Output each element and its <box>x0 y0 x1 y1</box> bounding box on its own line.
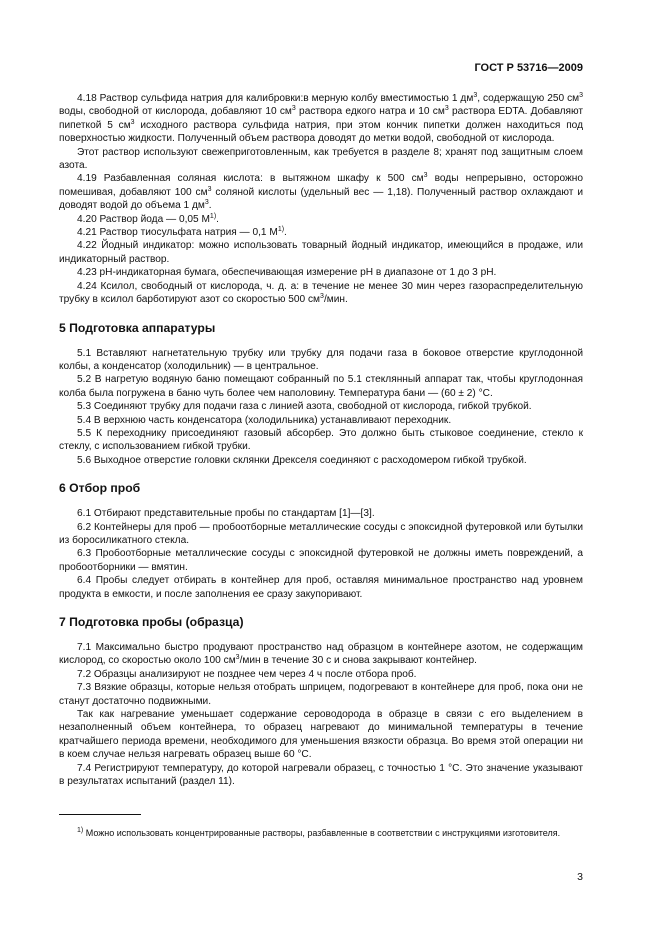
text-run: . <box>216 213 219 225</box>
text-run: 4.24 Ксилол, свободный от кислорода, ч. д. а: в течение не менее 30 мин через газораспределительную трубку в ксилол барботируют азот со скоростью 500 см <box>59 280 583 306</box>
text-run: 5.1 Вставляют нагнетательную трубку или трубку для подачи газа в боковое отверстие круглодонной колбы, а конденсатор (холодильник) — в центральное. <box>59 347 583 372</box>
paragraph <box>59 226 583 239</box>
text-run: 6.2 Контейнеры для проб — пробоотборные металлические сосуды с эпоксидной футеровкой или бутылки из боросиликатного стекла. <box>59 521 583 546</box>
paragraph <box>59 762 583 789</box>
superscript: 1) <box>209 212 217 220</box>
paragraph <box>59 266 583 279</box>
paragraph <box>59 92 583 146</box>
paragraph <box>59 454 583 467</box>
text-run: 4.19 Разбавленная соляная кислота: в вытяжном шкафу к 500 см <box>77 173 424 185</box>
text-run: Так как нагревание уменьшает содержание сероводорода в образце в связи с его выделением в незаполненный объем контейнера, то образец нагревают до минимальной температуры в течение кратчайшего периода времени, необходимого для уменьшения вязкости образца. Во время этой операции ни в коем случае нельзя нагревать образец выше 60 °С. <box>59 709 583 761</box>
paragraph <box>59 213 583 226</box>
paragraph <box>59 507 583 520</box>
paragraph <box>59 239 583 266</box>
text-run: воды, свободной от кислорода, добавляют 10 см <box>59 106 292 118</box>
paragraph <box>59 373 583 400</box>
paragraph <box>59 547 583 574</box>
text-run: 5.2 В нагретую водяную баню помещают собранный по 5.1 стеклянный аппарат так, чтобы круглодонная колба была погружена в баню чуть более чем наполовину. Температура бани — (60 ± 2) °С. <box>59 374 583 399</box>
text-run: 4.22 Йодный индикатор: можно использовать товарный йодный индикатор, имеющийся в продаже, или индикаторный раствор. <box>59 240 583 265</box>
superscript: 3 <box>444 105 449 113</box>
text-run: 7.1 Максимально быстро продувают пространство над образцом в контейнере азотом, не содержащим кислород, со скоростью около 100 см <box>59 642 583 667</box>
superscript: 3 <box>291 105 296 113</box>
footnote <box>59 827 583 839</box>
superscript: 3 <box>579 92 583 99</box>
text-run: исходного раствора сульфида натрия, при этом кончик пипетки должен находиться под поверхностью жидкости. Полученный объем раствора доводят до метки водой, свободной от кислорода. <box>59 119 583 145</box>
superscript: 1) <box>277 226 285 234</box>
paragraph <box>59 172 583 212</box>
standard-designation: ГОСТ Р 53716—2009 <box>474 62 583 74</box>
section-6-title: 6 Отбор проб <box>59 481 141 496</box>
paragraph <box>59 400 583 413</box>
superscript: 3 <box>204 199 209 207</box>
paragraph <box>59 414 583 427</box>
paragraph <box>59 668 583 681</box>
text-run: , содержащую 250 см <box>477 93 580 104</box>
text-run: . <box>284 227 287 239</box>
text-run: 4.23 рН-индикаторная бумага, обеспечивающая измерение рН в диапазоне от 1 до 3 рН. <box>77 267 497 279</box>
footnote-text: Можно использовать концентрированные растворы, разбавленные в соответствии с инструкциями изготовителя. <box>83 828 561 838</box>
superscript: 3 <box>473 92 478 99</box>
text-run: раствора EDTA. Добавляют пипеткой 5 см <box>59 106 584 131</box>
text-run: 4.18 Раствор сульфида натрия для калибровки:в мерную колбу вместимостью 1 дм <box>77 93 474 104</box>
page-number: 3 <box>577 871 583 883</box>
text-run: 4.21 Раствор тиосульфата натрия — 0,1 М <box>77 227 278 239</box>
text-run: . <box>208 200 212 212</box>
text-run: 7.3 Вязкие образцы, которые нельзя отобрать шприцем, подогревают в контейнере для проб, пока они не станут достаточно подвижными. <box>59 682 583 707</box>
superscript: 3 <box>130 118 135 126</box>
text-run: 4.20 Раствор йода — 0,05 М <box>77 213 210 225</box>
section-6-body <box>59 507 583 601</box>
text-run: 7.4 Регистрируют температуру, до которой нагревали образец, с точностью 1 °С. Это значение указывают в результатах испытаний (раздел 11). <box>59 762 583 788</box>
paragraph <box>59 641 583 668</box>
superscript: 3 <box>235 654 240 662</box>
text-run: соляной кислоты (удельный вес — 1,18). Полученный раствор охлаждают и доводят водой до объема 1 дм <box>59 186 583 212</box>
section-7-body <box>59 641 583 788</box>
superscript: 3 <box>207 185 212 193</box>
page-content <box>59 92 583 788</box>
text-run: 5.3 Соединяют трубку для подачи газа с линией азота, свободной от кислорода, гибкой трубкой. <box>77 401 532 413</box>
paragraph <box>59 427 583 454</box>
text-run: 7.2 Образцы анализируют не позднее чем через 4 ч после отбора проб. <box>77 668 417 680</box>
text-run: воды непрерывно, осторожно помешивая, добавляют 100 см <box>59 173 583 198</box>
text-run: Этот раствор используют свежеприготовленным, как требуется в разделе 8; хранят под защитным слоем азота. <box>59 146 583 172</box>
text-run: 5.4 В верхнюю часть конденсатора (холодильника) устанавливают переходник. <box>77 414 452 426</box>
text-run: /мин в течение 30 с и снова закрывают контейнер. <box>239 655 477 667</box>
paragraph <box>59 681 583 708</box>
text-run: 6.3 Пробоотборные металлические сосуды с эпоксидной футеровкой не должны иметь повреждений, а пробоотборники — вмятин. <box>59 548 583 573</box>
superscript: 3 <box>423 172 428 180</box>
footnote-divider <box>59 814 141 815</box>
text-run: 5.5 К переходнику присоединяют газовый абсорбер. Это должно быть стыковое соединение, стекло к стеклу, с использованием гибкой трубки. <box>59 427 583 453</box>
section-7-title: 7 Подготовка пробы (образца) <box>59 615 244 629</box>
text-run: /мин. <box>323 294 348 306</box>
paragraph <box>59 280 583 307</box>
section-5-body <box>59 347 583 468</box>
text-run: 5.6 Выходное отверстие головки склянки Дрекселя соединяют с расходомером гибкой трубкой. <box>77 454 527 466</box>
paragraph <box>59 574 583 601</box>
paragraph <box>59 347 583 374</box>
paragraph <box>59 146 583 173</box>
text-run: 6.4 Пробы следует отбирать в контейнер для проб, оставляя минимальное пространство над уровнем продукта в емкости, и после заполнения ее сразу закупоривают. <box>59 575 583 600</box>
text-run: раствора едкого натра и 10 см <box>295 106 445 118</box>
paragraph <box>59 708 583 762</box>
footnote-mark: 1) <box>77 827 84 834</box>
superscript: 3 <box>320 293 324 301</box>
paragraph <box>59 521 583 548</box>
section-5-title: 5 Подготовка аппаратуры <box>59 320 216 335</box>
text-run: 6.1 Отбирают представительные пробы по стандартам [1]—[3]. <box>77 508 375 520</box>
section-4-tail <box>59 92 583 307</box>
